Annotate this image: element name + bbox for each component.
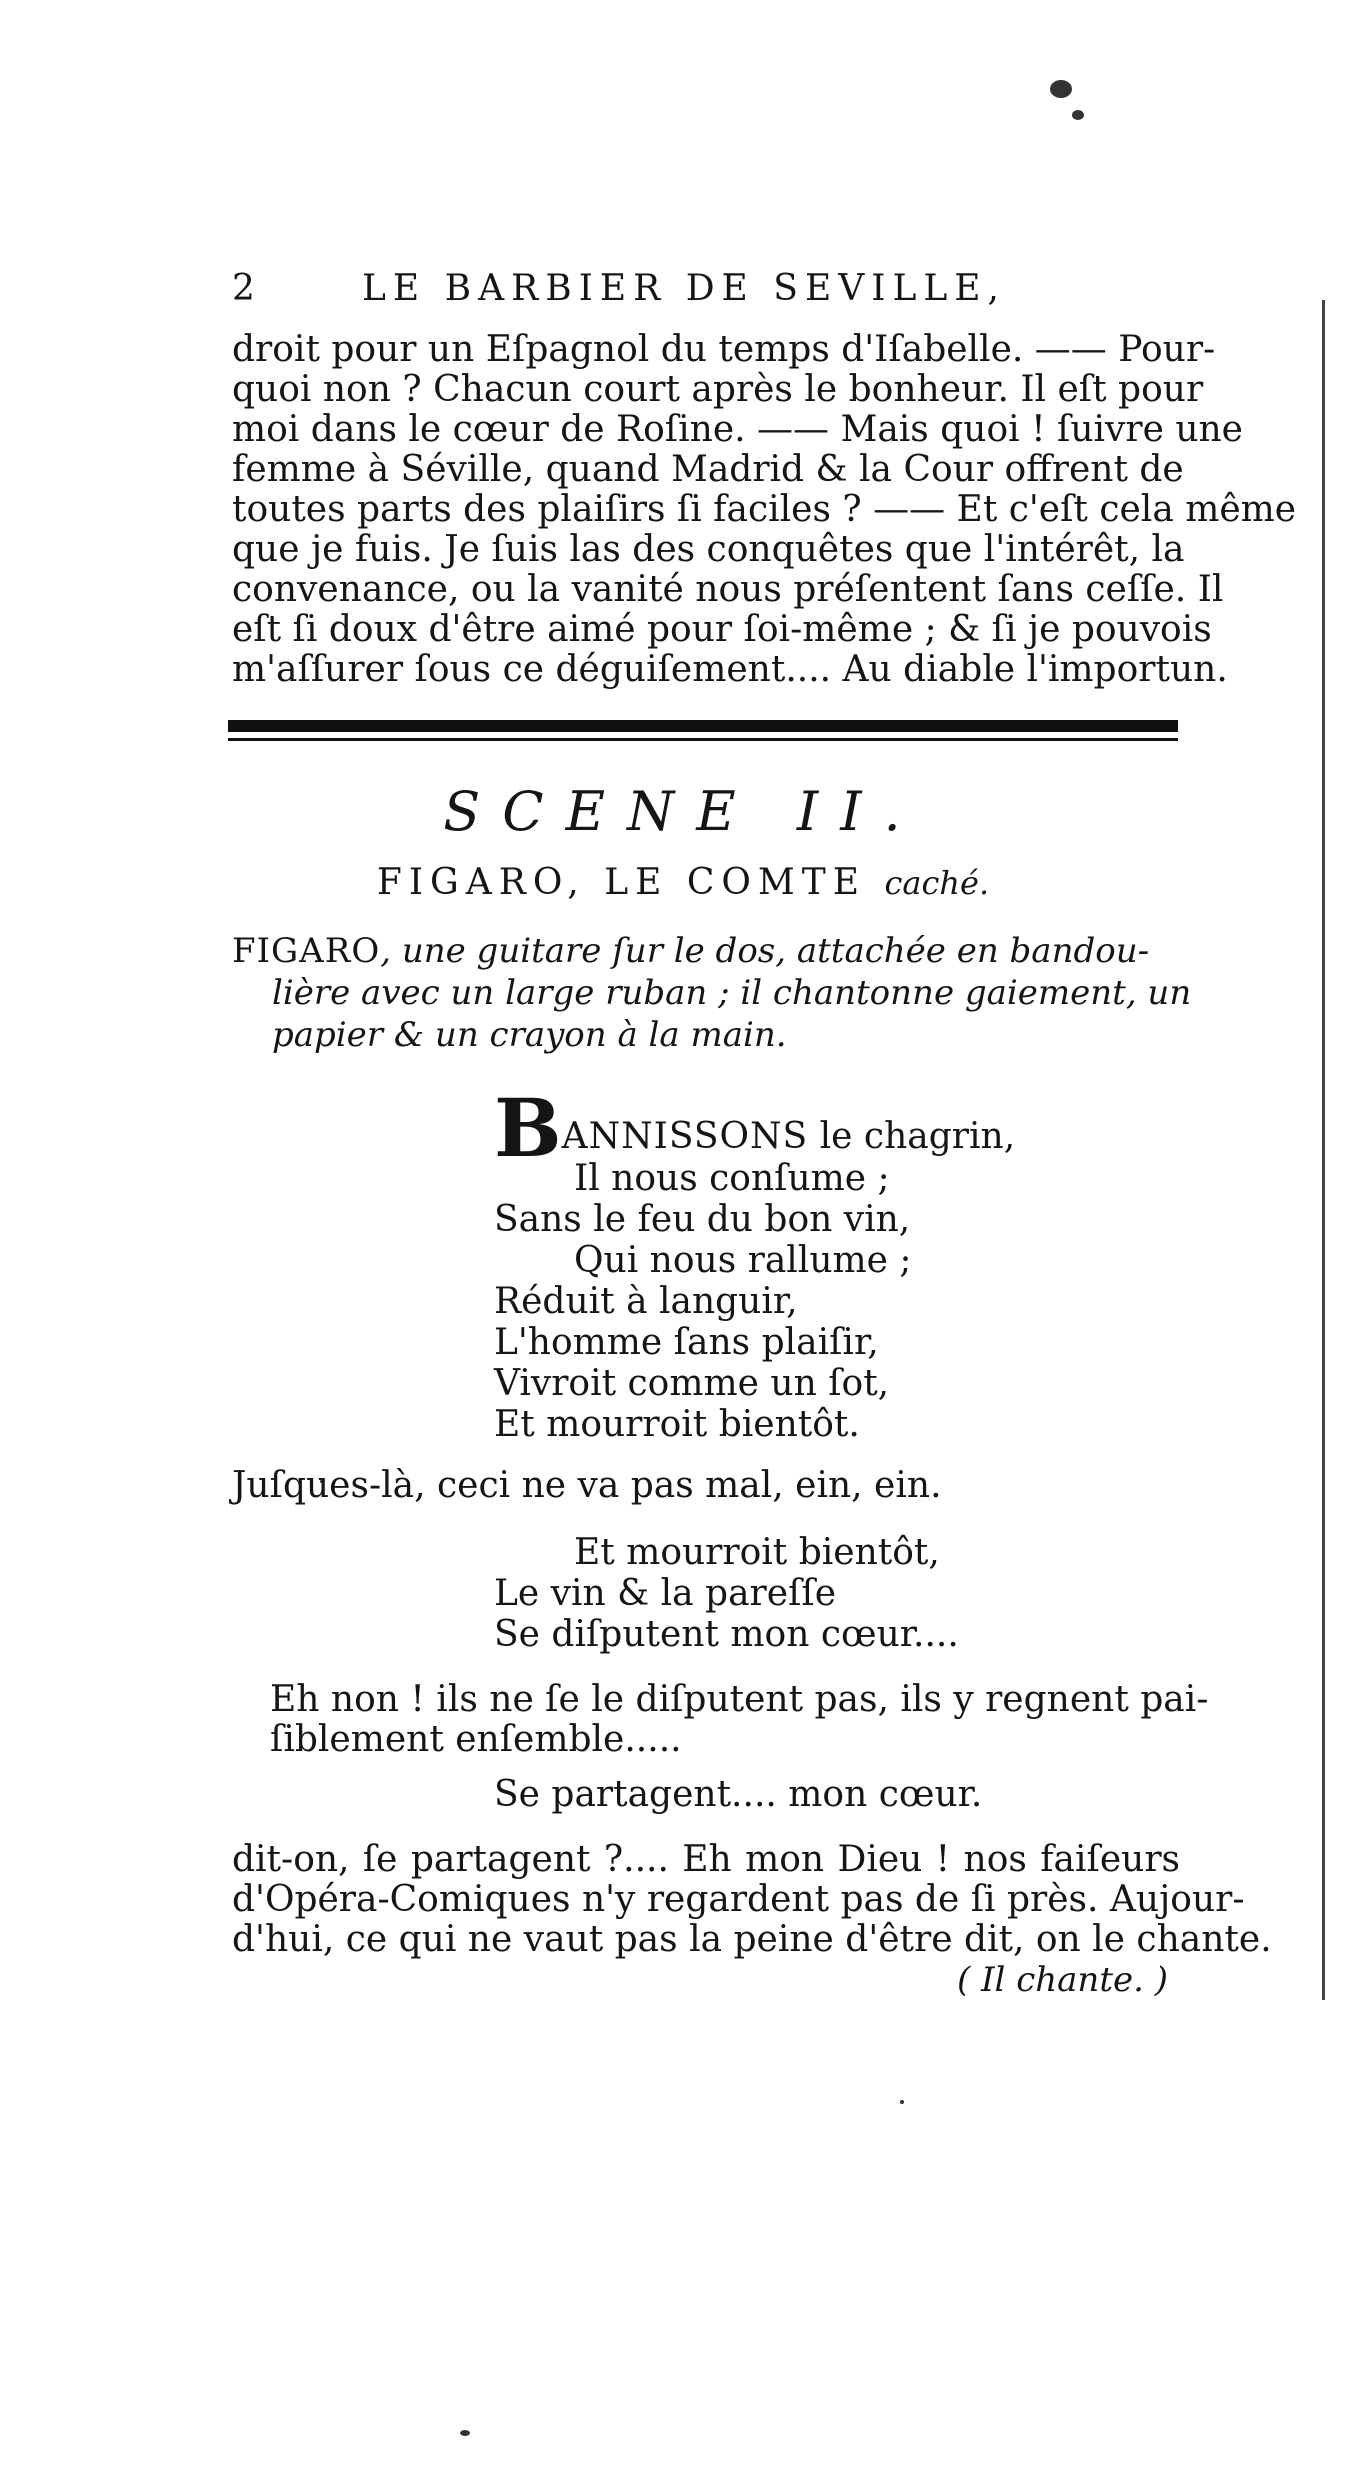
text-line: ſiblement enſemble..... — [270, 1719, 682, 1760]
song-verse — [494, 1774, 982, 1815]
verse-line: Vivroit comme un ſot, — [494, 1363, 890, 1404]
spoken-paragraph — [270, 1679, 1209, 1760]
print-speck — [1072, 110, 1084, 120]
stage-line — [232, 1014, 1180, 1056]
running-title: LE BARBIER DE SEVILLE, — [362, 268, 1006, 309]
text-line: Eh non ! ils ne ſe le diſputent pas, ils y regnent pai- — [270, 1679, 1209, 1720]
stage-line — [232, 972, 1192, 1014]
text-line: femme à Séville, quand Madrid & la Cour offrent de — [232, 449, 1184, 490]
stage-line — [232, 930, 1180, 972]
character-names: FIGARO, LE COMTE — [376, 862, 867, 903]
text-line: convenance, ou la vanité nous préſentent ſans ceſſe. Il — [232, 569, 1224, 610]
scene-title: SCENE II. — [443, 780, 923, 843]
song-verse — [494, 1532, 959, 1655]
drop-cap: B — [494, 1081, 562, 1175]
text-line: m'aſſurer ſous ce déguiſement.... Au diable l'importun. — [232, 649, 1228, 690]
verse-line: Sans le feu du bon vin, — [494, 1199, 911, 1240]
text-line: moi dans le cœur de Roſine. —— Mais quoi ! ſuivre une — [232, 409, 1243, 450]
text-line: eſt ſi doux d'être aimé pour ſoi-même ; & ſi je pouvois — [232, 609, 1212, 650]
character-note: caché. — [884, 864, 990, 902]
stage-note-text: ( Il chante. ) — [957, 1960, 1168, 2000]
print-speck — [900, 2100, 904, 2104]
verse-line: L'homme ſans plaiſir, — [494, 1322, 879, 1363]
running-header — [232, 268, 1192, 320]
text-line: Juſques-là, ceci ne va pas mal, ein, ein. — [232, 1465, 942, 1506]
text-line: d'hui, ce qui ne vaut pas la peine d'être dit, on le chante. — [232, 1919, 1272, 1960]
first-line-tail: le chagrin, — [808, 1116, 1016, 1157]
verse-line — [494, 1081, 1016, 1175]
separator-rule — [228, 720, 1178, 732]
separator-rule-thin — [228, 738, 1178, 741]
verse-line: Et mourroit bientôt, — [574, 1532, 940, 1573]
page-edge-line — [1322, 300, 1325, 2000]
verse-line: Le vin & la pareſſe — [494, 1573, 837, 1614]
opening-paragraph — [232, 329, 1297, 690]
verse-line: Se partagent.... mon cœur. — [494, 1774, 983, 1815]
stage-note — [957, 1960, 1168, 2000]
text-line: d'Opéra-Comiques n'y regardent pas de ſi près. Aujour- — [232, 1879, 1245, 1920]
first-word: ANNISSONS — [561, 1116, 809, 1157]
verse-line: Il nous conſume ; — [574, 1158, 890, 1199]
verse-line: Et mourroit bientôt. — [494, 1404, 860, 1445]
stage-text: lière avec un large ruban ; il chantonne gaiement, un — [272, 973, 1192, 1013]
stage-text: papier & un crayon à la main. — [272, 1015, 787, 1055]
speaker-name: FIGARO — [232, 931, 381, 971]
print-speck — [460, 2430, 470, 2436]
text-line: dit-on, ſe partagent ?.... Eh mon Dieu ! nos faiſeurs — [232, 1839, 1180, 1880]
stage-direction — [232, 930, 1192, 1056]
spoken-line — [232, 1466, 1180, 1506]
text-line: toutes parts des plaiſirs ſi faciles ? —— Et c'eſt cela même — [232, 489, 1297, 530]
verse-line: Se diſputent mon cœur.... — [494, 1614, 959, 1655]
text-line: droit pour un Eſpagnol du temps d'Iſabelle. —— Pour- — [232, 329, 1216, 370]
verse-line: Qui nous rallume ; — [574, 1240, 912, 1281]
text-line: que je fuis. Je ſuis las des conquêtes que l'intérêt, la — [232, 529, 1185, 570]
page-number: 2 — [232, 268, 262, 309]
spoken-paragraph — [232, 1839, 1272, 1960]
print-speck — [1050, 80, 1072, 98]
scene-characters — [0, 862, 1366, 903]
verse-line: Réduit à languir, — [494, 1281, 798, 1322]
stage-text: , une guitare ſur le dos, attachée en bandou- — [380, 931, 1150, 971]
text-line: quoi non ? Chacun court après le bonheur. Il eſt pour — [232, 369, 1204, 410]
song-verse — [494, 1081, 1016, 1445]
